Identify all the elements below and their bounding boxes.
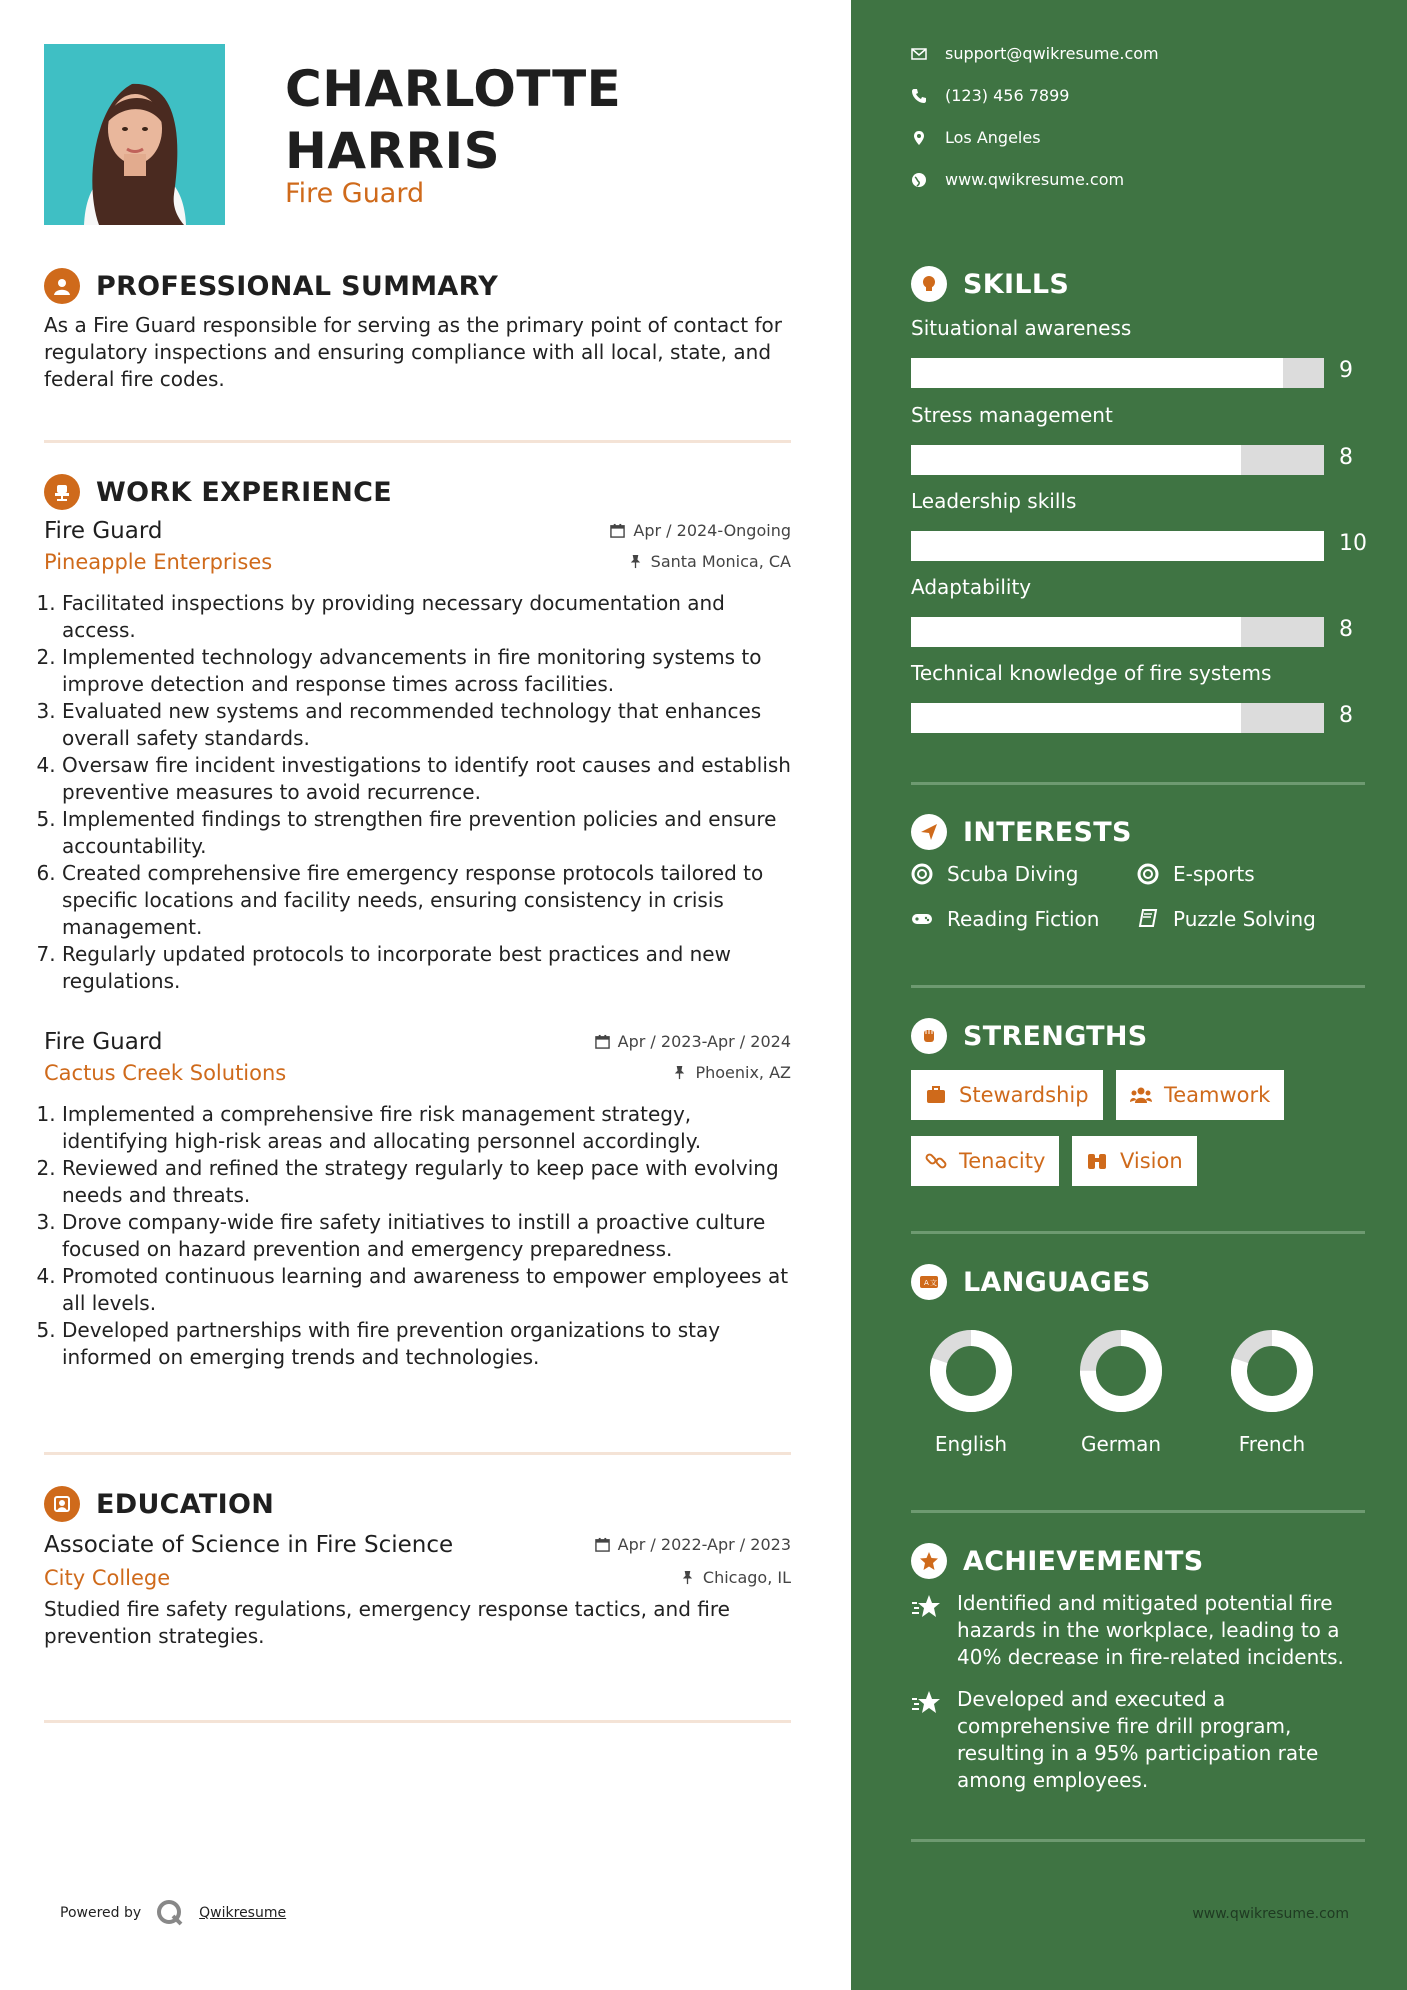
binoculars-icon — [1086, 1150, 1108, 1172]
list-item: 3. Evaluated new systems and recommended technology that enhances overall safety standards. — [62, 698, 791, 752]
interest-item: Scuba Diving — [911, 862, 1078, 886]
users-icon — [1130, 1084, 1152, 1106]
contact-website[interactable]: www.qwikresume.com — [911, 170, 1124, 189]
achievement-item: Developed and executed a comprehensive fire drill program, resulting in a 95% participation rate among employees. — [911, 1686, 1371, 1794]
school-name: City College — [44, 1566, 171, 1590]
skill-bar — [911, 531, 1324, 561]
sidebar — [851, 0, 1407, 1990]
education-dates: Apr / 2022-Apr / 2023 — [595, 1535, 791, 1554]
job-dates: Apr / 2023-Apr / 2024 — [595, 1032, 791, 1051]
skill-value: 8 — [1339, 703, 1353, 728]
job-bullets — [44, 1101, 791, 1371]
phone-icon — [911, 88, 927, 104]
divider — [911, 985, 1365, 988]
lifebuoy-icon — [1137, 863, 1159, 885]
contact-location: Los Angeles — [911, 128, 1041, 147]
user-icon — [44, 268, 80, 304]
section-title: EDUCATION — [96, 1488, 275, 1520]
divider — [44, 1720, 791, 1723]
list-item: 2. Implemented technology advancements in fire monitoring systems to improve detection and response times across facilities. — [62, 644, 791, 698]
lifebuoy-icon — [911, 863, 933, 885]
summary-text: As a Fire Guard responsible for serving as the primary point of contact for regulatory inspections and ensuring compliance with all local, state, and federal fire codes. — [44, 313, 782, 391]
language-name: German — [1080, 1432, 1162, 1456]
list-item: 5. Implemented findings to strengthen fire prevention policies and ensure accountability. — [62, 806, 791, 860]
svg-text:文: 文 — [930, 1279, 937, 1287]
skill-row — [911, 661, 1371, 728]
skill-row — [911, 316, 1371, 383]
job-location: Phoenix, AZ — [672, 1063, 791, 1082]
skill-bar — [911, 617, 1324, 647]
calendar-icon — [610, 523, 625, 538]
list-item: 4. Promoted continuous learning and awareness to empower employees at all levels. — [62, 1263, 791, 1317]
job-dates: Apr / 2024-Ongoing — [610, 521, 791, 540]
languages-heading: A 文 LANGUAGES — [911, 1264, 1151, 1300]
skill-row — [911, 489, 1371, 556]
education-section — [44, 1484, 791, 1650]
skill-value: 8 — [1339, 445, 1353, 470]
list-item: 3. Drove company-wide fire safety initiatives to instill a proactive culture focused on hazard prevention and emergency preparedness. — [62, 1209, 791, 1263]
pin-icon — [628, 554, 643, 569]
gamepad-icon — [911, 908, 933, 930]
pin-icon — [672, 1065, 687, 1080]
skill-value: 9 — [1339, 358, 1353, 383]
language-donut — [928, 1328, 1014, 1414]
star-icon — [911, 1594, 941, 1620]
envelope-icon — [911, 46, 927, 62]
strengths-heading: STRENGTHS — [911, 1018, 1148, 1054]
powered-by: Powered by Qwikresume — [60, 1898, 286, 1928]
candidate-title: Fire Guard — [285, 178, 425, 209]
map-marker-icon — [911, 130, 927, 146]
contact-phone[interactable]: (123) 456 7899 — [911, 86, 1069, 105]
language-item — [1212, 1328, 1332, 1456]
strength-chip: Tenacity — [911, 1136, 1059, 1186]
divider — [44, 440, 791, 443]
fist-icon — [911, 1018, 947, 1054]
skill-label: Leadership skills — [911, 489, 1077, 513]
skill-value: 8 — [1339, 617, 1353, 642]
profile-photo — [44, 44, 225, 225]
star-icon — [911, 1690, 941, 1716]
company-name: Pineapple Enterprises — [44, 550, 273, 574]
list-item: 6. Created comprehensive fire emergency response protocols tailored to specific locations and facility needs, ensuring consistency in crisis management. — [62, 860, 791, 941]
job-entry — [44, 1029, 791, 1371]
skills-heading: SKILLS — [911, 266, 1069, 302]
contact-email[interactable]: support@qwikresume.com — [911, 44, 1159, 63]
language-item — [911, 1328, 1031, 1456]
language-donut — [1078, 1328, 1164, 1414]
candidate-name — [285, 58, 621, 182]
pin-icon — [680, 1570, 695, 1585]
book-icon — [1137, 908, 1159, 930]
strength-chip: Vision — [1072, 1136, 1197, 1186]
section-title: PROFESSIONAL SUMMARY — [96, 270, 499, 302]
svg-text:A: A — [924, 1279, 929, 1287]
language-donut — [1229, 1328, 1315, 1414]
star-badge-icon — [911, 1543, 947, 1579]
job-title: Fire Guard — [44, 1029, 163, 1055]
language-name: French — [1238, 1432, 1306, 1456]
summary-section — [44, 266, 791, 393]
divider — [911, 1231, 1365, 1234]
divider — [911, 1839, 1365, 1842]
link-icon — [925, 1150, 947, 1172]
education-location: Chicago, IL — [680, 1568, 791, 1587]
skill-bar — [911, 445, 1324, 475]
list-item: 7. Regularly updated protocols to incorporate best practices and new regulations. — [62, 941, 791, 995]
language-item — [1061, 1328, 1181, 1456]
strength-chip: Teamwork — [1116, 1070, 1284, 1120]
company-name: Cactus Creek Solutions — [44, 1061, 287, 1085]
graduate-icon — [44, 1486, 80, 1522]
list-item: 1. Implemented a comprehensive fire risk management strategy, identifying high-risk areas and allocating personnel accordingly. — [62, 1101, 791, 1155]
list-item: 2. Reviewed and refined the strategy regularly to keep pace with evolving needs and threats. — [62, 1155, 791, 1209]
calendar-icon — [595, 1034, 610, 1049]
interest-item: Reading Fiction — [911, 907, 1099, 931]
list-item: 4. Oversaw fire incident investigations to identify root causes and establish preventive measures to avoid recurrence. — [62, 752, 791, 806]
interest-item: E-sports — [1137, 862, 1255, 886]
interests-heading: INTERESTS — [911, 814, 1132, 850]
skill-row — [911, 403, 1371, 470]
skill-bar — [911, 358, 1324, 388]
last-name: HARRIS — [285, 122, 501, 180]
chair-icon — [44, 474, 80, 510]
skill-label: Adaptability — [911, 575, 1032, 599]
skill-label: Stress management — [911, 403, 1113, 427]
list-item: 1. Facilitated inspections by providing necessary documentation and access. — [62, 590, 791, 644]
divider — [911, 1510, 1365, 1513]
degree-title: Associate of Science in Fire Science — [44, 1532, 454, 1558]
divider — [911, 782, 1365, 785]
paper-plane-icon — [911, 814, 947, 850]
lightbulb-icon — [911, 266, 947, 302]
language-name: English — [934, 1432, 1008, 1456]
calendar-icon — [595, 1537, 610, 1552]
skill-label: Situational awareness — [911, 316, 1132, 340]
person-portrait-icon — [44, 44, 225, 225]
strength-chip: Stewardship — [911, 1070, 1103, 1120]
experience-section — [44, 472, 791, 1371]
achievements-heading: ACHIEVEMENTS — [911, 1543, 1204, 1579]
job-entry — [44, 518, 791, 995]
translate-icon — [911, 1264, 947, 1300]
job-location: Santa Monica, CA — [628, 552, 791, 571]
achievement-item: Identified and mitigated potential fire hazards in the workplace, leading to a 40% decrease in fire-related incidents. — [911, 1590, 1371, 1671]
section-title: WORK EXPERIENCE — [96, 476, 392, 508]
job-title: Fire Guard — [44, 518, 163, 544]
briefcase-icon — [925, 1084, 947, 1106]
list-item: 5. Developed partnerships with fire prevention organizations to stay informed on emerging trends and technologies. — [62, 1317, 791, 1371]
globe-icon — [911, 172, 927, 188]
education-text: Studied fire safety regulations, emergency response tactics, and fire prevention strategies. — [44, 1597, 730, 1648]
interest-item: Puzzle Solving — [1137, 907, 1316, 931]
brand-link[interactable]: Qwikresume — [199, 1905, 287, 1921]
first-name: CHARLOTTE — [285, 60, 622, 118]
skill-row — [911, 575, 1371, 642]
divider — [44, 1452, 791, 1455]
job-bullets — [44, 590, 791, 995]
qwikresume-logo-icon — [155, 1898, 185, 1928]
skill-value: 10 — [1339, 531, 1367, 556]
skill-label: Technical knowledge of fire systems — [911, 661, 1272, 685]
skill-bar — [911, 703, 1324, 733]
footer-website-link[interactable]: www.qwikresume.com — [1192, 1906, 1349, 1922]
